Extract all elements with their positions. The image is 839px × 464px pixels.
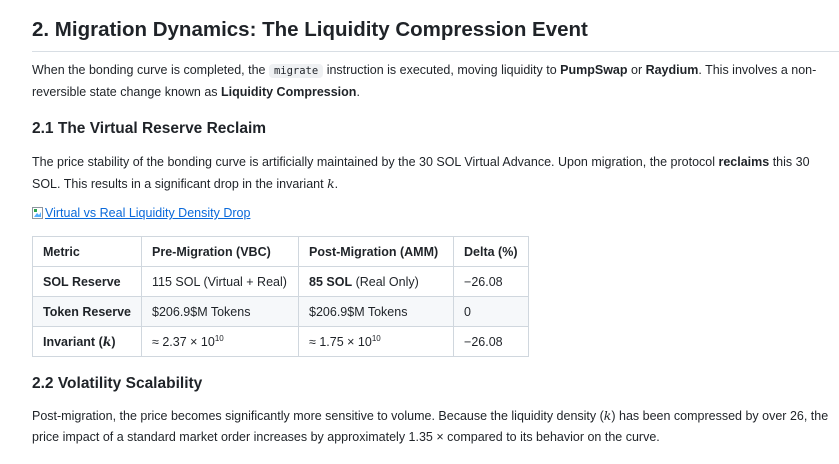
intro-paragraph: When the bonding curve is completed, the migrate instruction is executed, moving liquidity to PumpSwap or Raydium. This involves a non-reversible state change known as Liquidity Compression. <box>32 63 817 99</box>
pre-migration-cell: 115 SOL (Virtual + Real) <box>142 267 299 297</box>
metric-cell: Token Reserve <box>33 297 142 327</box>
broken-image-icon <box>32 206 43 218</box>
post-migration-cell: ≈ $1.75 \times 10^{10}$ <box>299 327 454 357</box>
migrate-code: migrate <box>269 64 323 78</box>
header-metric: Metric <box>33 237 142 267</box>
raydium-term: Raydium <box>645 63 699 77</box>
reserve-reclaim-paragraph: The price stability of the bonding curve is artificially maintained by the 30 SOL Virtual Advance. Upon migration, the protocol reclaims this 30 SOL. This results in a significant drop in the invariant k. <box>32 155 810 191</box>
table-header-row <box>33 237 529 267</box>
pumpswap-term: PumpSwap <box>560 63 628 77</box>
liquidity-compression-term: Liquidity Compression <box>221 85 357 99</box>
liquidity-density-k-symbol: k <box>603 408 612 423</box>
pre-migration-cell: ≈ $2.37 \times 10^{10}$ <box>142 327 299 357</box>
metric-cell: SOL Reserve <box>33 267 142 297</box>
liquidity-density-image-link[interactable] <box>32 204 250 222</box>
subsection-heading-reserve-reclaim: 2.1 The Virtual Reserve Reclaim <box>32 120 267 137</box>
table-row <box>33 267 529 297</box>
post-migration-cell: $206.9$M Tokens <box>299 297 454 327</box>
delta-cell: 0 <box>454 297 529 327</box>
reclaims-term: reclaims <box>718 155 770 169</box>
subsection-heading-volatility: 2.2 Volatility Scalability <box>32 375 203 392</box>
section-heading: 2. Migration Dynamics: The Liquidity Compression Event <box>32 16 839 52</box>
pre-migration-cell: $206.9$M Tokens <box>142 297 299 327</box>
header-delta: Delta (%) <box>454 237 529 267</box>
image-alt-text: Virtual vs Real Liquidity Density Drop <box>45 206 251 220</box>
volatility-paragraph: Post-migration, the price becomes significantly more sensitive to volume. Because the liquidity density (k) has been compressed by over 26, the price impact of a standard market order increases by approximately 1.35 × compared to its behavior on the curve. <box>32 408 829 444</box>
table-row <box>33 297 529 327</box>
header-pre-migration: Pre-Migration (VBC) <box>142 237 299 267</box>
table-row <box>33 327 529 357</box>
migration-metrics-table <box>32 236 529 357</box>
delta-cell: −26.08 <box>454 327 529 357</box>
header-post-migration: Post-Migration (AMM) <box>299 237 454 267</box>
delta-cell: −26.08 <box>454 267 529 297</box>
invariant-k-symbol: k <box>327 176 335 191</box>
post-migration-cell: 85 SOL (Real Only) <box>299 267 454 297</box>
metric-cell: Invariant (k) <box>33 327 142 357</box>
